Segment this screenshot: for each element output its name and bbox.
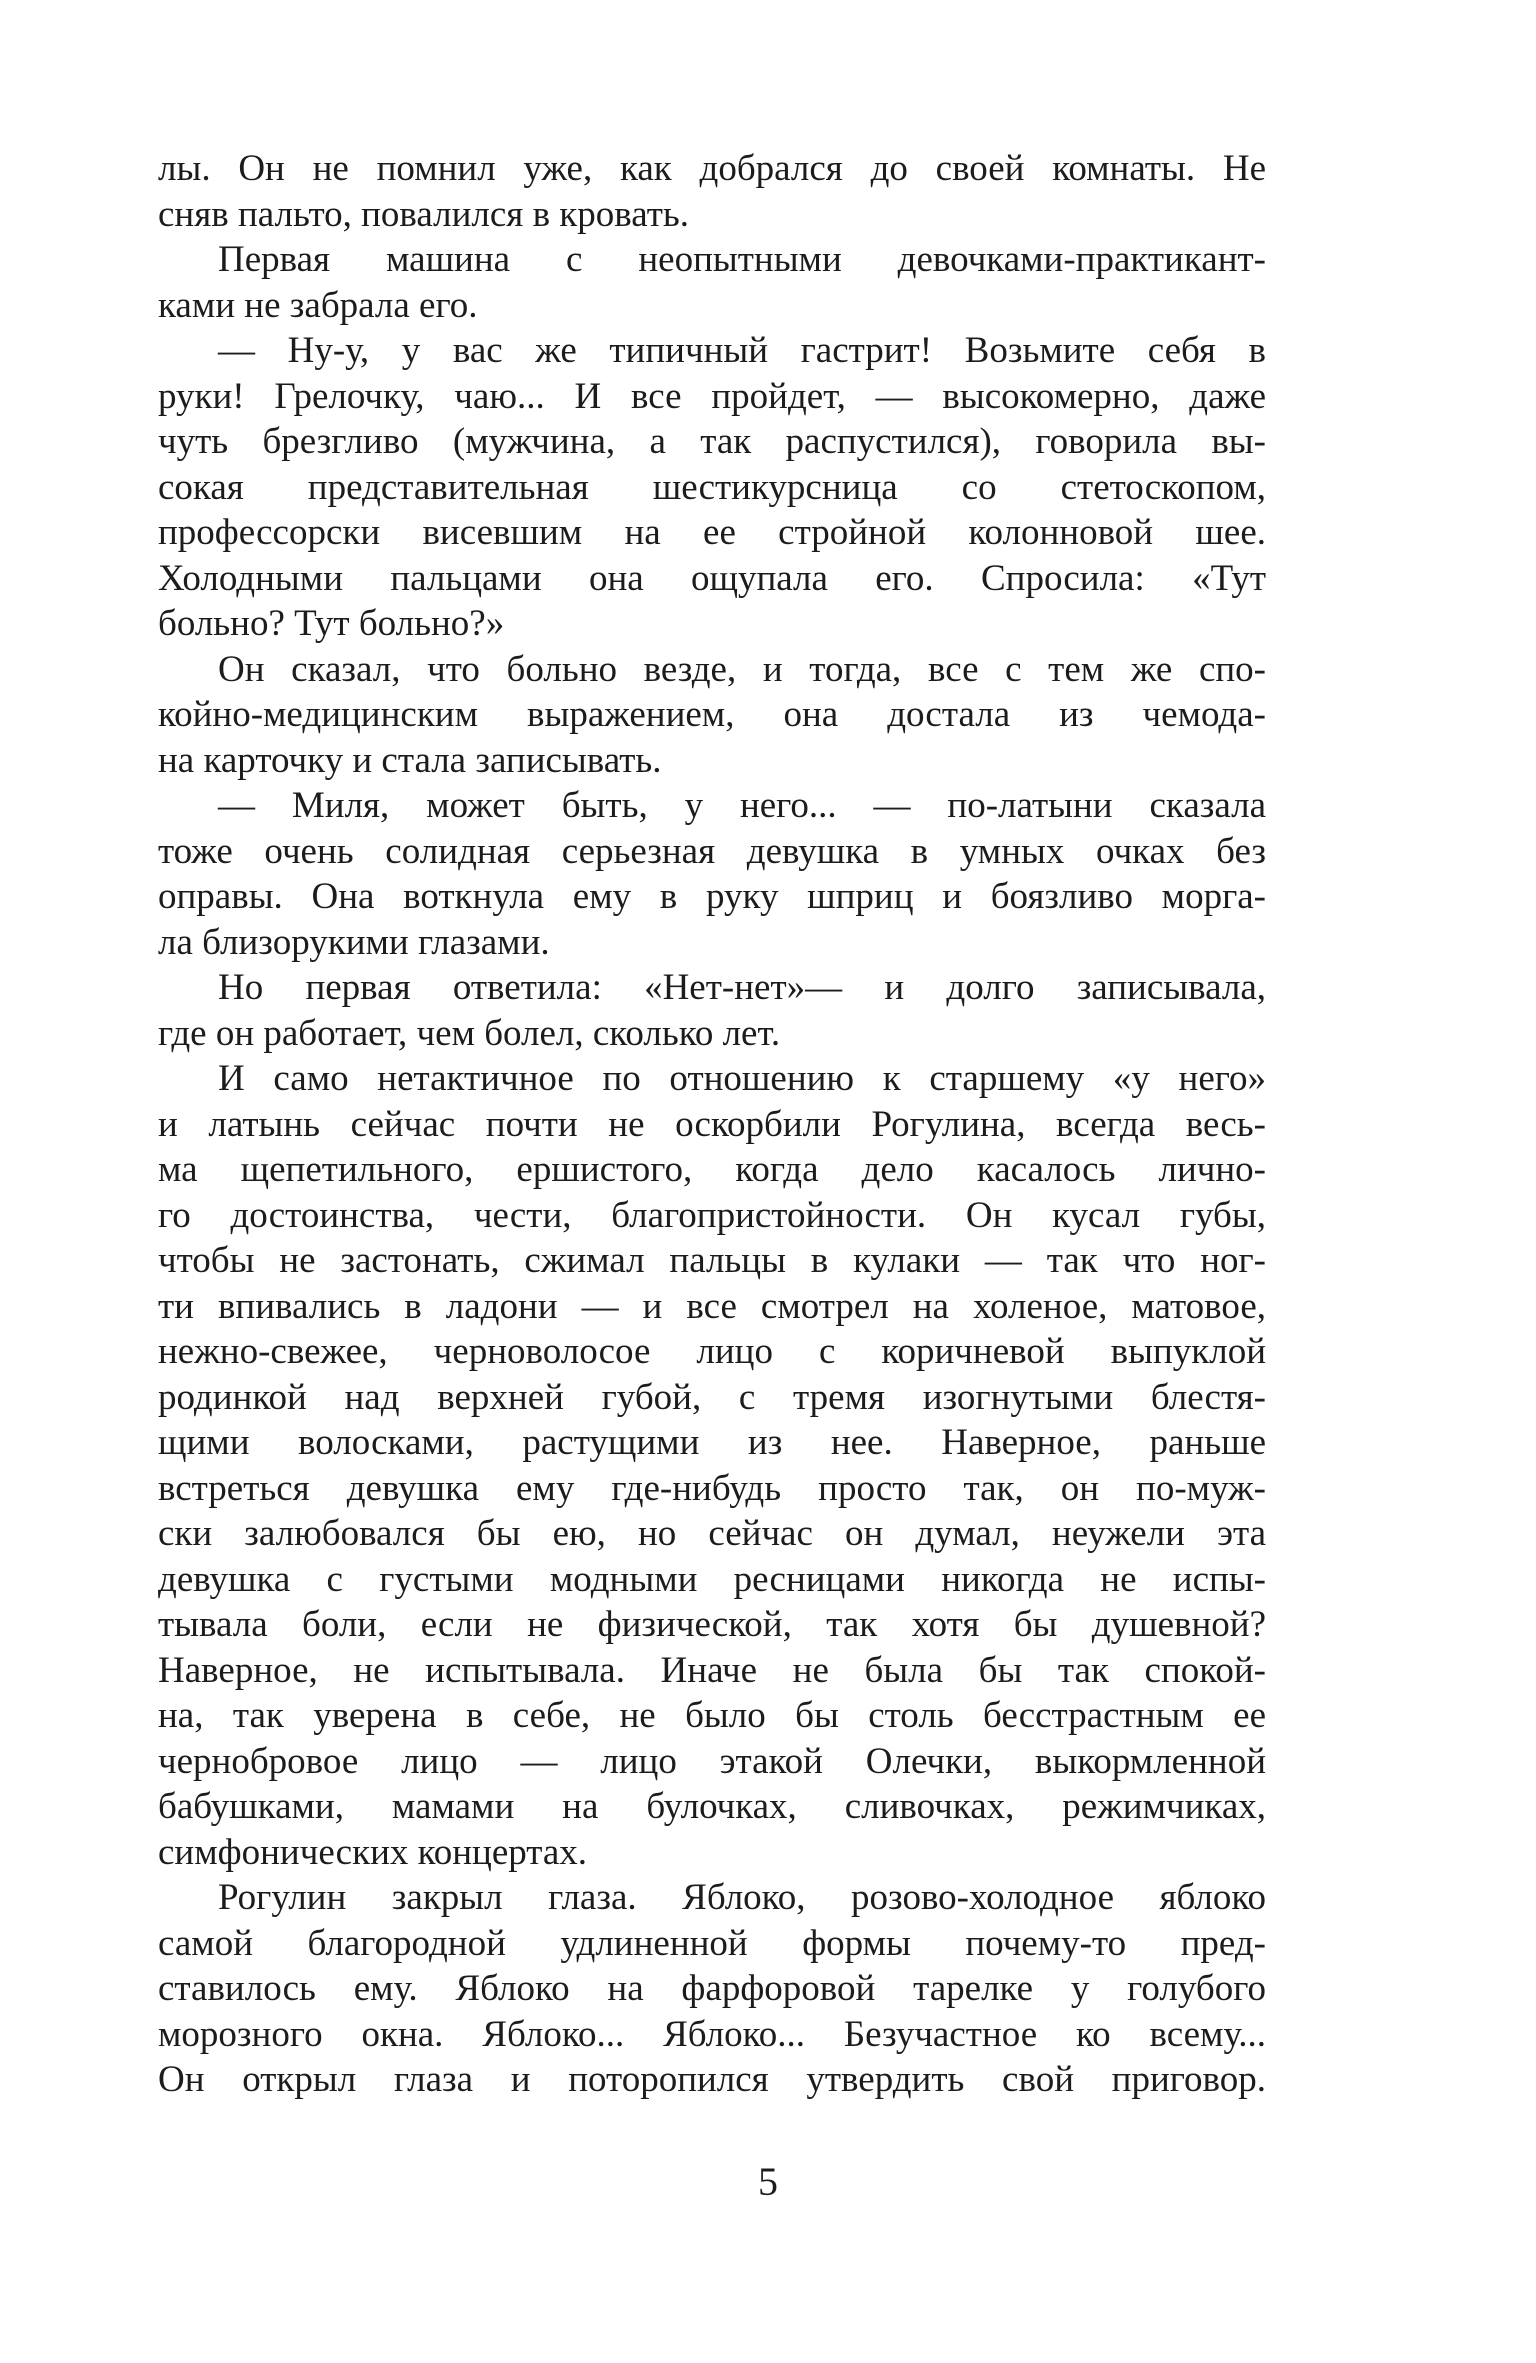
text-line: симфонических концертах. <box>158 1831 588 1873</box>
text-line: ла близорукими глазами. <box>158 921 550 963</box>
text-line: чтобы не застонать, сжимал пальцы в кулаки — так что ног- <box>158 1240 1266 1281</box>
text-line: сокая представительная шестикурсница со стетоскопом, <box>158 466 1266 508</box>
text-line: встреться девушка ему где-нибудь просто так, он по-муж- <box>158 1467 1266 1509</box>
text-line: родинкой над верхней губой, с тремя изогнутыми блестя- <box>158 1376 1266 1418</box>
text-line: Он открыл глаза и поторопился утвердить свой приговор. <box>158 2059 1266 2100</box>
text-line: И само нетактичное по отношению к старшему «у него» <box>218 1058 1266 1099</box>
text-line: ками не забрала его. <box>158 284 478 326</box>
text-line: оправы. Она воткнула ему в руку шприц и боязливо морга- <box>158 876 1266 917</box>
text-line: самой благородной удлиненной формы почему-то пред- <box>158 1922 1266 1964</box>
text-line: Холодными пальцами она ощупала его. Спросила: «Тут <box>158 557 1266 599</box>
page-number: 5 <box>758 2159 778 2204</box>
text-line: бабушками, мамами на булочках, сливочках, режимчиках, <box>158 1786 1266 1827</box>
text-line: на, так уверена в себе, не было бы столь бесстрастным ее <box>158 1695 1266 1736</box>
text-line: го достоинства, чести, благопристойности. Он кусал губы, <box>158 1194 1266 1236</box>
text-line: ма щепетильного, ершистого, когда дело касалось лично- <box>158 1149 1266 1190</box>
text-line: Наверное, не испытывала. Иначе не была бы так спокой- <box>158 1649 1266 1691</box>
text-line: ти впивались в ладони — и все смотрел на холеное, матовое, <box>158 1285 1266 1327</box>
text-line: больно? Тут больно?» <box>158 603 505 644</box>
text-line: девушка с густыми модными ресницами никогда не испы- <box>158 1558 1266 1600</box>
text-line: Рогулин закрыл глаза. Яблоко, розово-холодное яблоко <box>218 1877 1266 1918</box>
text-line: Но первая ответила: «Нет-нет»— и долго записывала, <box>218 967 1266 1008</box>
text-line: сняв пальто, повалился в кровать. <box>158 193 690 235</box>
text-line: чуть брезгливо (мужчина, а так распустился), говорила вы- <box>158 421 1266 462</box>
text-line: профессорски висевшим на ее стройной колонновой шее. <box>158 512 1266 553</box>
text-line: лы. Он не помнил уже, как добрался до своей комнаты. Не <box>158 148 1266 189</box>
text-line: где он работает, чем болел, сколько лет. <box>158 1012 781 1054</box>
text-line: ставилось ему. Яблоко на фарфоровой тарелке у голубого <box>158 1968 1266 2009</box>
text-line: тоже очень солидная серьезная девушка в умных очках без <box>158 830 1266 872</box>
text-line: — Миля, может быть, у него... — по-латыни сказала <box>218 785 1266 826</box>
text-line: чернобровое лицо — лицо этакой Олечки, выкормленной <box>158 1740 1266 1782</box>
text-line: Первая машина с неопытными девочками-практикант- <box>218 239 1266 280</box>
text-line: морозного окна. Яблоко... Яблоко... Безучастное ко всему... <box>158 2013 1266 2055</box>
body-text <box>158 146 1266 2103</box>
text-line: Он сказал, что больно везде, и тогда, все с тем же спо- <box>218 648 1266 690</box>
text-line: тывала боли, если не физической, так хотя бы душевной? <box>158 1604 1266 1645</box>
text-line: руки! Грелочку, чаю... И все пройдет, — высокомерно, даже <box>158 375 1266 417</box>
text-line: койно-медицинским выражением, она достала из чемода- <box>158 694 1266 735</box>
text-line: нежно-свежее, черноволосое лицо с коричневой выпуклой <box>158 1331 1266 1372</box>
text-line: на карточку и стала записывать. <box>158 739 662 781</box>
text-line: и латынь сейчас почти не оскорбили Рогулина, всегда весь- <box>158 1103 1266 1145</box>
text-line: — Ну-у, у вас же типичный гастрит! Возьмите себя в <box>218 330 1266 371</box>
text-line: ски залюбовался бы ею, но сейчас он думал, неужели эта <box>158 1513 1266 1554</box>
text-line: щими волосками, растущими из нее. Наверное, раньше <box>158 1422 1266 1463</box>
